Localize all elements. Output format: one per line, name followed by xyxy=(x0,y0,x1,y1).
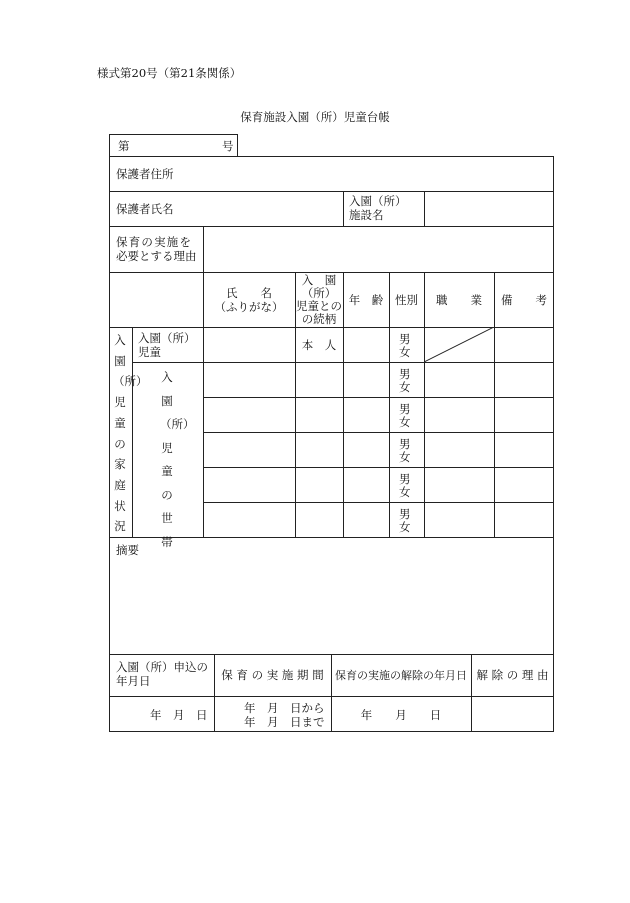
sex-male-6: 男 xyxy=(399,507,411,521)
sex-male-3: 男 xyxy=(399,402,411,416)
sex-male-1: 男 xyxy=(399,332,411,346)
child-label-line2: 児童 xyxy=(138,345,161,359)
job-cell-diagonal xyxy=(424,327,494,362)
household-side-label: 入園（所）児童の世帯 xyxy=(160,370,195,549)
col-name-line1: 氏 名 xyxy=(226,286,272,300)
sex-male-4: 男 xyxy=(399,437,411,451)
number-suffix: 号 xyxy=(222,139,234,153)
sex-female-1: 女 xyxy=(399,345,411,359)
col-relation-line2: （所） xyxy=(301,286,337,300)
col-name-line2: （ふりがな） xyxy=(214,300,284,314)
cancel-date-value: 年 月 日 xyxy=(360,708,442,722)
guardian-address-label: 保護者住所 xyxy=(116,167,174,181)
summary-label: 摘要 xyxy=(116,543,139,557)
reason-label-line2: 必要とする理由 xyxy=(116,249,197,263)
cancel-date-label: 保育の実施の解除の年月日 xyxy=(335,669,467,682)
sex-female-6: 女 xyxy=(399,520,411,534)
apply-date-label-line1: 入園（所）申込の xyxy=(116,660,208,674)
form-number-label: 様式第20号（第21条関係） xyxy=(97,66,242,80)
col-occupation: 職 業 xyxy=(436,293,482,307)
col-relation-line3: 児童との xyxy=(296,299,342,313)
sex-female-3: 女 xyxy=(399,415,411,429)
document-title: 保育施設入園（所）児童台帳 xyxy=(240,110,390,124)
period-to: 年 月 日まで xyxy=(244,715,325,729)
col-relation-line4: の続柄 xyxy=(301,312,337,326)
guardian-name-label: 保護者氏名 xyxy=(116,202,174,216)
self-relation: 本 人 xyxy=(301,338,337,352)
reason-label-line1: 保育の実施を xyxy=(116,235,193,249)
sex-male-5: 男 xyxy=(399,472,411,486)
sex-male-2: 男 xyxy=(399,367,411,381)
care-period-label: 保 育 の 実 施 期 間 xyxy=(221,668,324,682)
sex-female-2: 女 xyxy=(399,380,411,394)
sex-female-5: 女 xyxy=(399,485,411,499)
col-relation-line1: 入 園 xyxy=(301,273,337,287)
col-age: 年 齢 xyxy=(348,293,384,307)
period-from: 年 月 日から xyxy=(244,701,325,715)
apply-date-label-line2: 年月日 xyxy=(116,674,151,688)
apply-date-value: 年 月 日 xyxy=(150,708,208,722)
number-prefix: 第 xyxy=(118,139,130,153)
sex-female-4: 女 xyxy=(399,450,411,464)
col-remarks: 備 考 xyxy=(501,293,547,307)
child-label-line1: 入園（所） xyxy=(138,331,196,345)
cancel-reason-label: 解 除 の 理 由 xyxy=(476,668,549,682)
family-status-side-label: 入園（所）児童の家庭状況 xyxy=(113,333,148,534)
col-sex: 性別 xyxy=(395,293,418,307)
facility-label-line2: 施設名 xyxy=(349,208,384,222)
facility-label-line1: 入園（所） xyxy=(349,194,407,208)
